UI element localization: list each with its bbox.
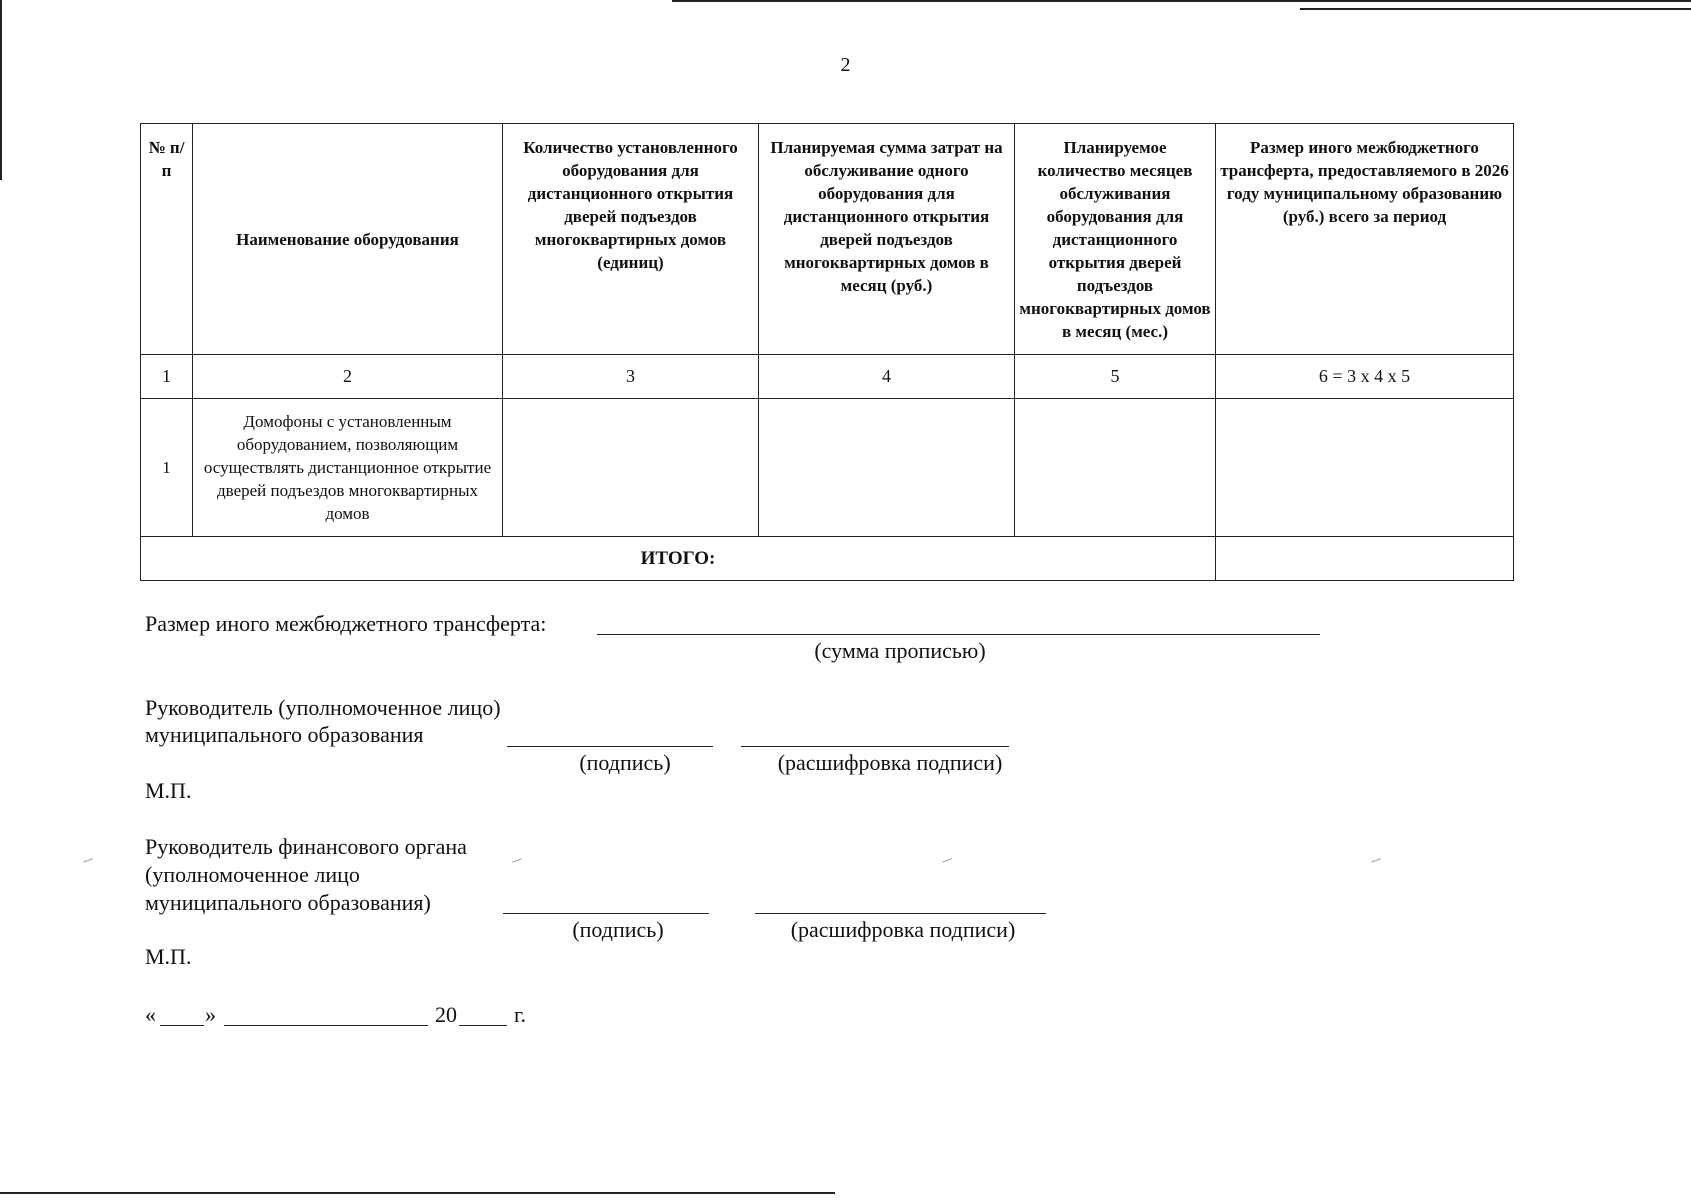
finance-decode-line	[755, 913, 1046, 914]
row-total	[1216, 399, 1514, 537]
scan-edge-left	[0, 0, 2, 180]
column-number: 1	[141, 355, 193, 399]
table-row	[141, 399, 1514, 537]
scan-edge-bottom	[0, 1192, 835, 1194]
scan-speck	[1371, 858, 1381, 862]
head-title-line2: муниципального образования	[145, 722, 424, 747]
header-months: Планируемое количество месяцев обслуживания оборудования для дистанционного открытия дверей подъездов многоквартирных домов в месяц (мес.)	[1015, 124, 1216, 355]
head-stamp: М.П.	[145, 778, 192, 803]
header-name: Наименование оборудования	[193, 124, 503, 355]
finance-title-line2: (уполномоченное лицо	[145, 862, 360, 887]
row-qty	[503, 399, 759, 537]
date-year-prefix: 20	[435, 1002, 457, 1027]
header-num: № п/п	[141, 124, 193, 355]
finance-stamp: М.П.	[145, 944, 192, 969]
total-label: ИТОГО:	[141, 537, 1216, 581]
table-total-row	[141, 537, 1514, 581]
scan-speck	[942, 858, 952, 862]
finance-sign-caption: (подпись)	[572, 917, 664, 942]
date-month-line	[224, 1025, 428, 1026]
scan-edge-top-right	[1300, 8, 1691, 10]
finance-signature-line	[503, 913, 709, 914]
date-year-line	[459, 1025, 507, 1026]
column-number: 3	[503, 355, 759, 399]
total-value	[1216, 537, 1514, 581]
row-months	[1015, 399, 1216, 537]
date-day-line	[160, 1025, 204, 1026]
column-number: 5	[1015, 355, 1216, 399]
date-open-quote: «	[145, 1002, 156, 1027]
date-year-suffix: г.	[514, 1002, 527, 1027]
head-title-line1: Руководитель (уполномоченное лицо)	[145, 695, 501, 720]
row-num: 1	[141, 399, 193, 537]
finance-title-line1: Руководитель финансового органа	[145, 834, 467, 859]
page-number: 2	[840, 54, 851, 76]
head-decode-caption: (расшифровка подписи)	[777, 750, 1003, 775]
scan-speck	[512, 858, 522, 862]
transfer-table	[140, 123, 1514, 581]
finance-title-line3: муниципального образования)	[145, 890, 431, 915]
scan-edge-top	[672, 0, 1691, 2]
head-sign-caption: (подпись)	[579, 750, 671, 775]
header-qty: Количество установленного оборудования для дистанционного открытия дверей подъездов многоквартирных домов (единиц)	[503, 124, 759, 355]
scan-speck	[83, 858, 93, 862]
table-header-row	[141, 124, 1514, 355]
finance-decode-caption: (расшифровка подписи)	[790, 917, 1016, 942]
row-name: Домофоны с установленным оборудованием, позволяющим осуществлять дистанционное открытие дверей подъездов многоквартирных домов	[193, 399, 503, 537]
transfer-amount-line	[597, 634, 1320, 635]
header-total: Размер иного межбюджетного трансферта, предоставляемого в 2026 году муниципальному образованию (руб.) всего за период	[1216, 124, 1514, 355]
column-number: 6 = 3 х 4 х 5	[1216, 355, 1514, 399]
column-number: 4	[759, 355, 1015, 399]
header-cost: Планируемая сумма затрат на обслуживание одного оборудования для дистанционного открытия дверей подъездов многоквартирных домов в месяц (руб.)	[759, 124, 1015, 355]
table-column-numbers-row	[141, 355, 1514, 399]
head-signature-line	[507, 746, 713, 747]
date-close-quote: »	[205, 1002, 216, 1027]
transfer-caption: (сумма прописью)	[814, 638, 986, 663]
transfer-label: Размер иного межбюджетного трансферта:	[145, 611, 547, 636]
head-decode-line	[741, 746, 1009, 747]
column-number: 2	[193, 355, 503, 399]
row-cost	[759, 399, 1015, 537]
